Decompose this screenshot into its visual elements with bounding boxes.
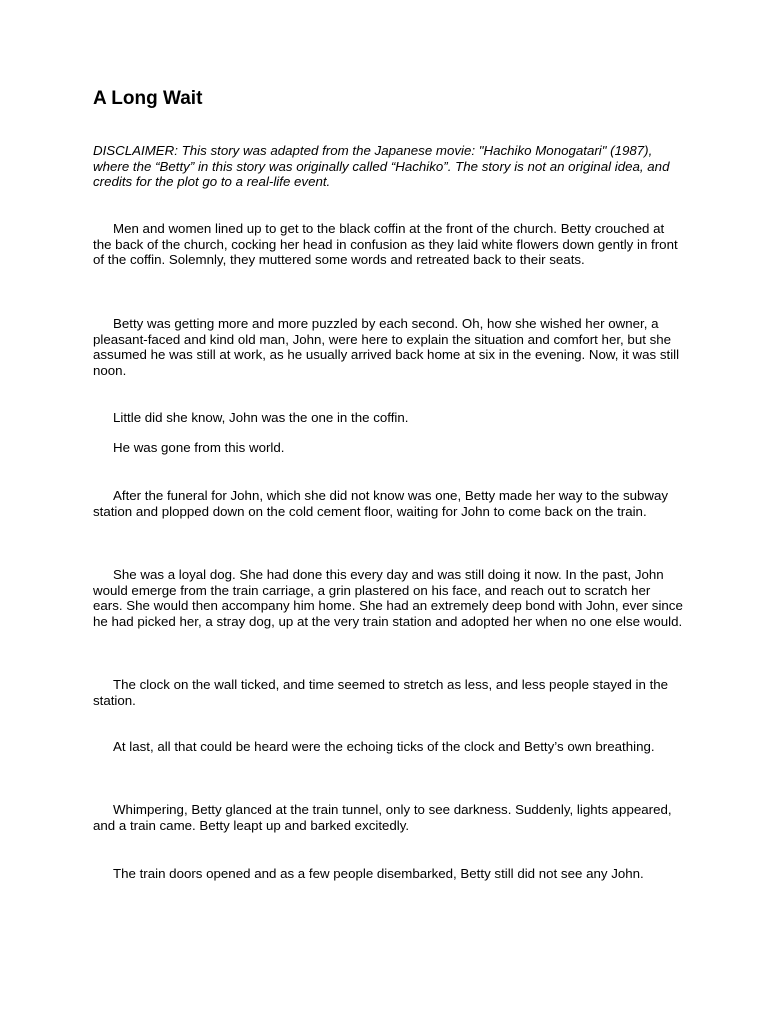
story-paragraph: The clock on the wall ticked, and time seemed to stretch as less, and less people stayed in the station. xyxy=(93,677,669,708)
story-paragraph: After the funeral for John, which she did not know was one, Betty made her way to the subway station and plopped down on the cold cement floor, waiting for John to come back on the train. xyxy=(93,488,669,519)
story-paragraph: She was a loyal dog. She had done this every day and was still doing it now. In the past, John would emerge from the train carriage, a grin plastered on his face, and reach out to scratch her ears. She would then accompany him home. She had an extremely deep bond with John, ever since he had picked her, a stray dog, up at the very train station and adopted her when no one else would. xyxy=(93,567,683,629)
story-paragraph: He was gone from this world. xyxy=(113,440,285,455)
story-paragraph: Men and women lined up to get to the black coffin at the front of the church. Betty crouched at the back of the church, cocking her head in confusion as they laid white flowers down gently in front of the coffin. Solemnly, they muttered some words and retreated back to their seats. xyxy=(93,221,678,268)
story-paragraph: At last, all that could be heard were the echoing ticks of the clock and Betty’s own breathing. xyxy=(113,739,655,754)
story-paragraph: The train doors opened and as a few people disembarked, Betty still did not see any John. xyxy=(113,866,644,881)
disclaimer-paragraph: DISCLAIMER: This story was adapted from the Japanese movie: "Hachiko Monogatari" (1987), where the “Betty” in this story was originally called “Hachiko”. The story is not an original idea, and credits for the plot go to a real-life event. xyxy=(93,143,670,190)
story-paragraph: Little did she know, John was the one in the coffin. xyxy=(113,410,409,425)
document-title: A Long Wait xyxy=(93,88,203,109)
story-paragraph: Betty was getting more and more puzzled by each second. Oh, how she wished her owner, a pleasant-faced and kind old man, John, were here to explain the situation and comfort her, but she assumed he was still at work, as he usually arrived back home at six in the evening. Now, it was still noon. xyxy=(93,316,680,378)
story-paragraph: Whimpering, Betty glanced at the train tunnel, only to see darkness. Suddenly, lights appeared, and a train came. Betty leapt up and barked excitedly. xyxy=(93,802,672,833)
